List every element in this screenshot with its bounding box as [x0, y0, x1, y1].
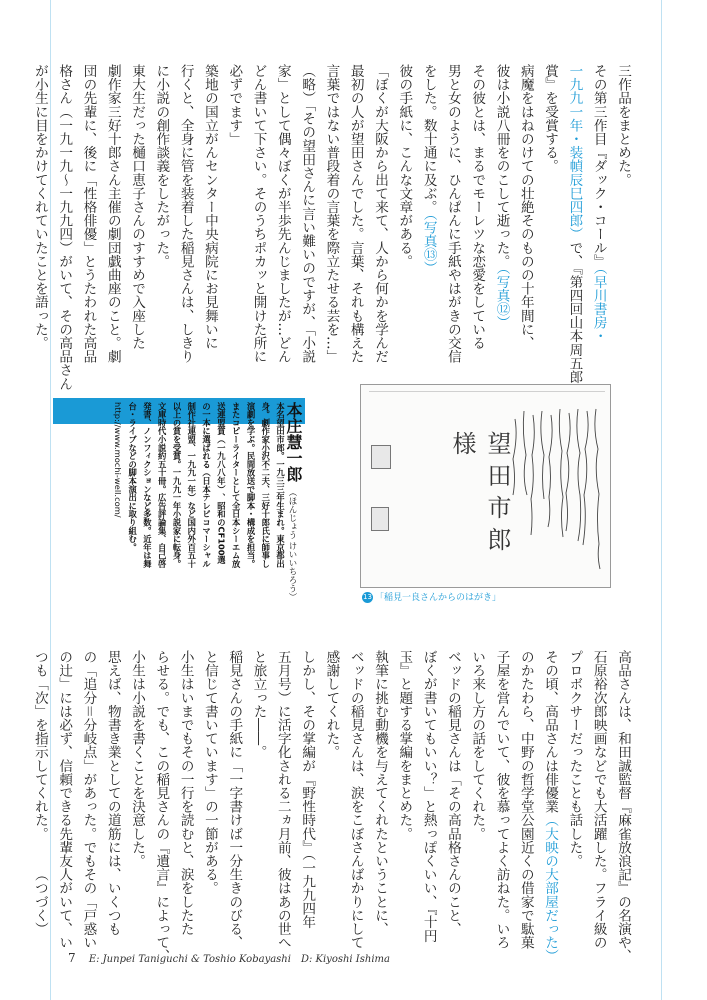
text-line: 子屋を営んでいて、彼を慕ってよく訪ねた。いろ — [493, 650, 510, 950]
postcard-photo — [360, 384, 611, 588]
text-line: と信じて書いています」の一節がある。 — [201, 650, 218, 895]
text-line: ベッドの稲見さんは、涙をこぼさんばかりにして — [347, 650, 364, 950]
text-line: しかし、その掌編が『野性時代』（一九九四年 — [299, 650, 316, 929]
text-line: その頃、高品さんは俳優業（大映の大部屋だった） — [542, 650, 559, 963]
profile-line: 演劇を学ぶ。民間放送で脚本・構成を担当。 — [245, 402, 256, 568]
caption-text: 「稲見一良さんからのはがき」 — [375, 593, 502, 603]
article-text-upper — [28, 64, 635, 391]
text-line: のかたわら、中野の哲学堂公園近くの借家で駄菓 — [517, 650, 534, 950]
author-website-link[interactable]: http://www.mochi-well.com/ — [112, 402, 123, 518]
text-line: 三作品をまとめた。 — [615, 64, 631, 187]
caption-number: 13 — [363, 593, 372, 601]
text-line: 小生はいまでもその一行を読むと、涙をしたた — [177, 650, 194, 936]
page-number: 7 — [68, 951, 76, 965]
text-line: 病魔をはねのけての壮絶そのものの十年間に、 — [517, 64, 534, 350]
profile-line: 送連盟賞（一九八八年）、昭和のCF100選 — [216, 402, 227, 564]
text-line: 行くと、全身に管を装着した稲見さんは、しきり — [177, 64, 194, 364]
text-line: をした。数十通に及ぶ。（写真⑬） — [420, 64, 437, 275]
text-line: どん書いて下さい。そのうちポカッと開けた所に — [250, 64, 267, 364]
text-line: の「追分＝分岐点」があった。でもその「戸惑い — [80, 650, 97, 950]
author-profile — [110, 402, 288, 607]
guide-line-right — [661, 0, 662, 1000]
page-footer — [68, 950, 390, 965]
text-line: 一九九一年・装幀辰巳四郎）で、『第四回山本周五郎 — [566, 64, 583, 384]
text-line: 男と女のように、ひんぱんに手紙やはがきの交信 — [444, 64, 461, 364]
text-line: 感謝してくれた。 — [323, 650, 340, 759]
profile-line: またコピーライターとして全日本シーエム放 — [231, 402, 242, 568]
text-line: 家」として偶々ぼくが半歩先んじましたが…どん — [274, 64, 291, 364]
text-line: 五月号）に活字化される二ヵ月前、彼はあの世へ — [274, 650, 291, 950]
text-line: 彼の手紙に、こんな文章がある。 — [396, 64, 413, 268]
text-line: 劇作家三好十郎さん主催の劇団戯曲座のこと。劇 — [104, 64, 121, 364]
text-line: 思えば、物書き業としての道筋には、いくつも — [104, 650, 121, 936]
text-line: 石原裕次郎映画などでも大活躍した。フライ級の — [590, 650, 607, 950]
postcard-addressee: 望田市郎様 — [448, 431, 511, 559]
text-line: が小生に目をかけてくれていたことを語った。 — [31, 64, 48, 350]
profile-line: 本名望田市郎。一九三三年生まれ。東京都出 — [275, 402, 286, 568]
text-line: 稲見さんの手紙に「一字書けば一分生きのびる、 — [226, 650, 243, 950]
text-line: 築地の国立がんセンター中央病院にお見舞いに — [201, 64, 218, 350]
text-line: らせる。でも、この稲見さんの『遺言』によって、 — [153, 650, 170, 963]
text-line: 最初の人が望田さんでした。言葉、それも構えた — [347, 64, 364, 364]
profile-line: 身。劇作家小沢不二夫、三好十郎氏に師事し — [260, 402, 271, 568]
author-name: 本庄慧一郎 — [284, 402, 303, 482]
text-line: 言葉ではない普段着の言葉を際立たせる芸を…」 — [323, 64, 340, 364]
credits: E: Junpei Taniguchi & Toshio Kobayashi D: Kiyoshi Ishima — [88, 954, 390, 965]
text-line: 彼は小説八冊をのこして逝った。（写真⑫） — [493, 64, 510, 330]
profile-line: 文庫時代小説約五十冊。広告評論集、自己啓 — [157, 402, 168, 568]
text-line: その彼とは、まるでモーレツな恋愛をしている — [469, 64, 486, 350]
text-line: 団の先輩に、後に「性格俳優」とうたわれた高品 — [80, 64, 97, 364]
text-line: つも「次」を指示してくれた。 （つづく） — [31, 650, 48, 936]
postcard-rule — [369, 391, 605, 392]
profile-line: 台・ライブなどの脚本演出に取り組む。 — [127, 402, 138, 552]
text-line: の辻」には必ず、信頼できる先輩友人がいて、い — [56, 650, 73, 950]
postmark — [371, 507, 389, 531]
text-line: その第三作目『ダック・コール』（早川書房・ — [590, 64, 607, 343]
text-line: 高品さんは、和田誠監督『麻雀放浪記』の名演や、 — [615, 650, 631, 963]
profile-line: 以上の賞を受賞。一九九一年小説家に転身。 — [171, 402, 182, 568]
handwritten-message — [501, 405, 601, 575]
profile-line: 制作社連盟、一九九一年）など国内外百五十 — [186, 402, 197, 568]
author-name-reading: （ほんじょう けいいちろう） — [287, 488, 297, 602]
profile-line: 発書、ノンフィクションなど多数。近年は舞 — [142, 402, 153, 568]
text-line: 執筆に挑む動機を与えてくれたということに、 — [372, 650, 389, 936]
text-line: （略）「その望田さんに言い難いのですが、「小説 — [299, 64, 316, 364]
text-line: プロボクサーだったことも話した。 — [566, 650, 583, 868]
text-line: 玉』と題する掌編をまとめた。 — [396, 650, 413, 841]
text-line: と旅立った――。 — [250, 650, 267, 759]
text-line: いろ来し方の話をしてくれた。 — [469, 650, 486, 841]
profile-line: の一本に選ばれる（日本テレビコマーシャル — [201, 402, 212, 568]
text-line: 格さん（一九一九〜一九九四）がいて、その高品さん — [56, 64, 73, 391]
text-line: に小説の創作談義をしたがった。 — [153, 64, 170, 268]
text-line: 小生は小説を書くことを決意した。 — [129, 650, 146, 868]
text-line: 必ずでます」 — [226, 64, 243, 146]
text-line: 賞』を受賞する。 — [542, 64, 559, 173]
text-line: ベッドの稲見さんは「その高品格さんのこと、 — [444, 650, 461, 936]
postage-stamp — [371, 445, 391, 469]
photo-caption — [362, 590, 501, 603]
text-line: 東大生だった樋口恵子さんのすすめで入座した — [129, 64, 146, 350]
text-line: 「ぼくが大阪から出て来て、人から何かを学んだ — [372, 64, 389, 364]
text-line: ぼくが書いてもいい？」と熱っぽくいい、『十円 — [420, 650, 437, 943]
